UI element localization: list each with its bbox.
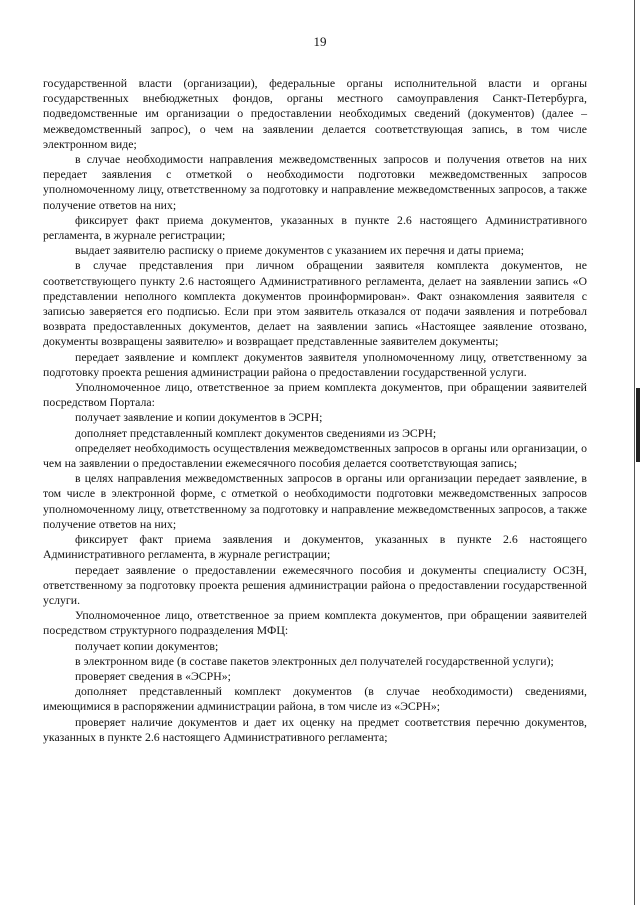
paragraph: в целях направления межведомственных запросов в органы или организации передает заявление, в том числе в электронной форме, с отметкой о необходимости подготовки межведомственных запросов уполномоченному лицу, ответственному за подготовку и направление межведомственных запросов, а также получение ответов на них; bbox=[43, 471, 587, 531]
paragraph: Уполномоченное лицо, ответственное за прием комплекта документов, при обращении заявителей посредством структурного подразделения МФЦ: bbox=[43, 608, 587, 638]
paragraph: получает копии документов; bbox=[75, 638, 219, 653]
paragraph: дополняет представленный комплект документов (в случае необходимости) сведениями, имеющимися в распоряжении администрации района, в том числе из «ЭСРН»; bbox=[43, 684, 587, 714]
document-body bbox=[43, 76, 587, 745]
paragraph: выдает заявителю расписку о приеме документов с указанием их перечня и даты приема; bbox=[75, 243, 524, 258]
paragraph: Уполномоченное лицо, ответственное за прием комплекта документов, при обращении заявителей посредством Портала: bbox=[43, 380, 587, 410]
paragraph: в случае необходимости направления межведомственных запросов и получения ответов на них передает заявления с отметкой о необходимости подготовки межведомственных запросов уполномоченному лицу, ответственному за подготовку и направление межведомственных запросов, а также получение ответов на них; bbox=[43, 152, 587, 212]
paragraph: фиксирует факт приема заявления и документов, указанных в пункте 2.6 настоящего Административного регламента, в журнале регистрации; bbox=[43, 532, 587, 562]
paragraph: государственной власти (организации), федеральные органы исполнительной власти и органы государственных внебюджетных фондов, органы местного самоуправления Санкт-Петербурга, подведомственные им организации о предоставлении необходимых сведений (документов) (далее – межведомственный запрос), о чем на заявлении делается соответствующая запись, в том числе электронном виде; bbox=[43, 76, 587, 151]
scan-edge-line bbox=[634, 0, 635, 905]
paragraph: передает заявление и комплект документов заявителя уполномоченному лицу, ответственному за подготовку проекта решения администрации района о предоставлении государственной услуги. bbox=[43, 349, 587, 379]
paragraph: получает заявление и копии документов в ЭСРН; bbox=[75, 410, 323, 425]
paragraph: определяет необходимость осуществления межведомственных запросов в органы или организации, о чем на заявлении о предоставлении ежемесячного пособия делается соответствующая запись; bbox=[43, 440, 587, 471]
paragraph: фиксирует факт приема документов, указанных в пункте 2.6 настоящего Административного регламента, в журнале регистрации; bbox=[43, 212, 587, 243]
scan-edge-mark bbox=[636, 388, 640, 462]
paragraph: в случае представления при личном обращении заявителя комплекта документов, не соответствующего пункту 2.6 настоящего Административного регламента, делает на заявлении запись «О представлении неполного комплекта документов проинформирован». Факт ознакомления заявителя с записью заверяется его подписью. Если при этом заявитель отказался от подачи заявления и потребовал возврата предоставленных документов, делает на заявлении запись «Настоящее заявление отозвано, документы возвращены заявителю» и возвращает представленные заявителем документы; bbox=[43, 258, 587, 349]
paragraph: дополняет представленный комплект документов сведениями из ЭСРН; bbox=[75, 425, 437, 440]
paragraph: в электронном виде (в составе пакетов электронных дел получателей государственной услуги); bbox=[75, 653, 554, 668]
paragraph: передает заявление о предоставлении ежемесячного пособия и документы специалисту ОСЗН, ответственному за подготовку проекта решения администрации района о предоставлении государственной услуги. bbox=[43, 562, 587, 607]
page-number: 19 bbox=[313, 34, 327, 49]
paragraph: проверяет сведения в «ЭСРН»; bbox=[75, 668, 231, 683]
paragraph: проверяет наличие документов и дает их оценку на предмет соответствия перечню документов, указанных в пункте 2.6 настоящего Административного регламента; bbox=[43, 714, 587, 744]
